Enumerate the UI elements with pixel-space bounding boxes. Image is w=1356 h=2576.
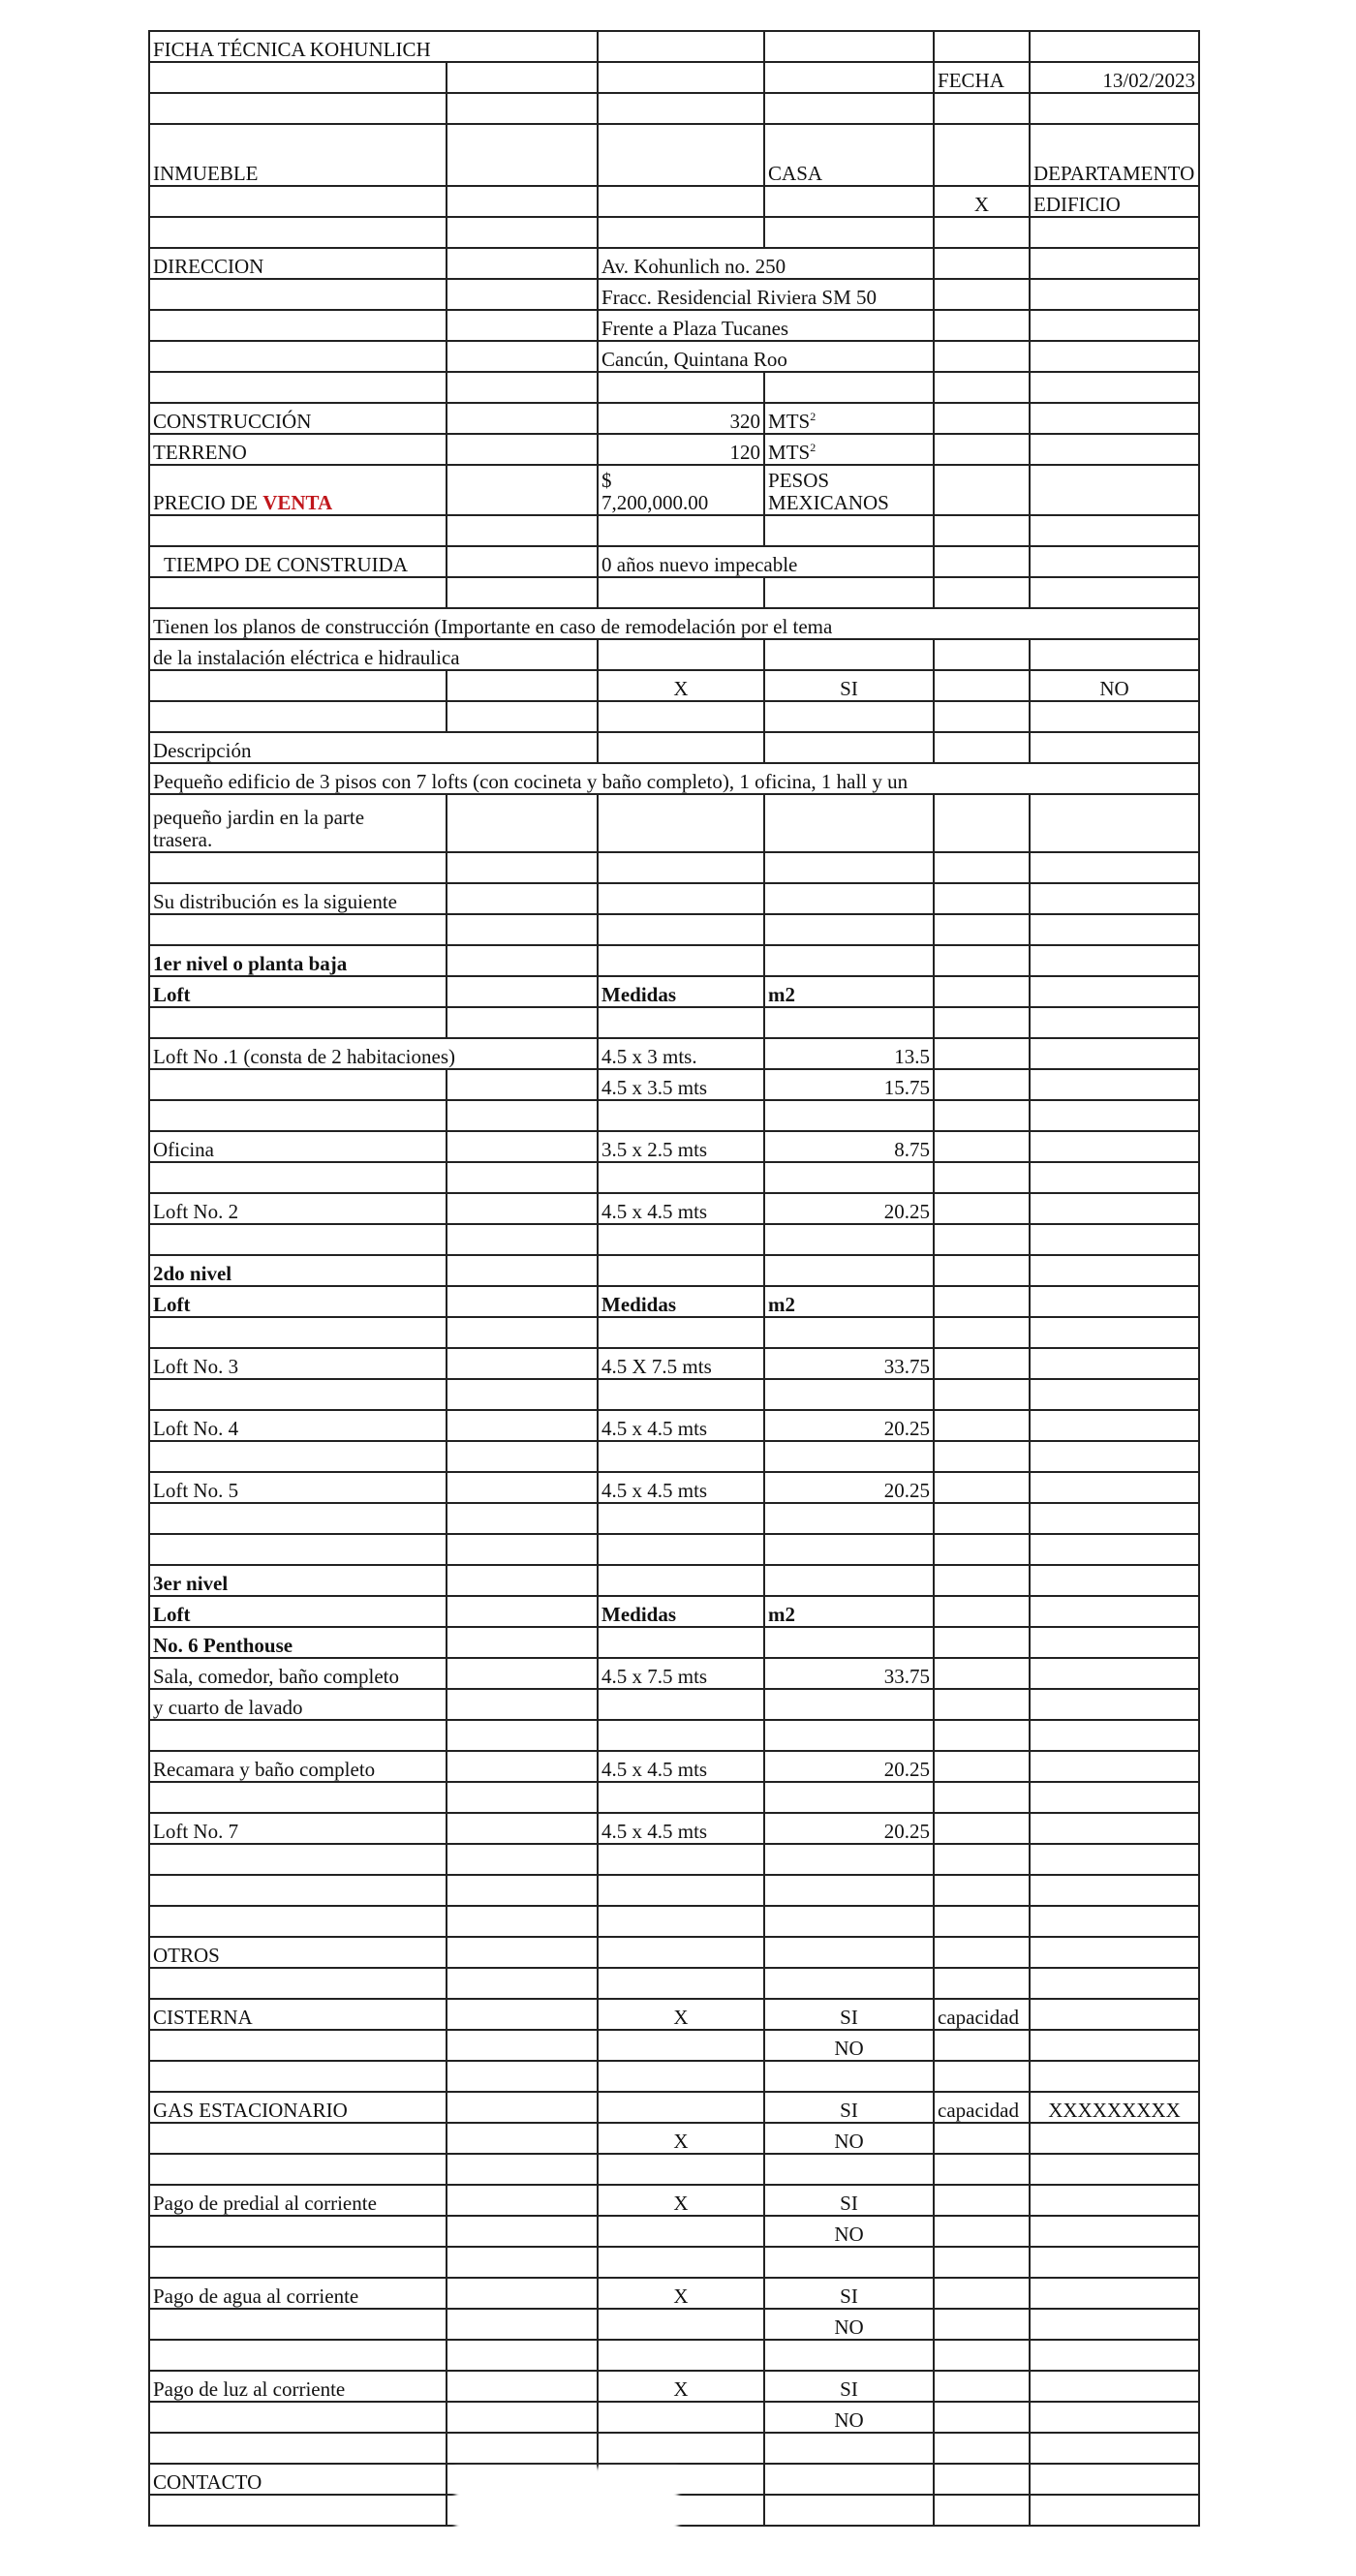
row-luz: [149, 2371, 1199, 2402]
agua-mark: X: [598, 2278, 764, 2309]
cisterna-no: NO: [764, 2030, 934, 2061]
row-nivel1-title: [149, 945, 1199, 976]
header-m2: m2: [764, 1286, 934, 1317]
table-row: Sala, comedor, baño completo 4.5 x 7.5 mts 33.75: [149, 1658, 1199, 1689]
inmueble-label: INMUEBLE: [149, 124, 447, 186]
construccion-label: CONSTRUCCIÓN: [149, 403, 447, 434]
contacto-label: CONTACTO: [149, 2464, 447, 2495]
table-row: 4.5 x 3.5 mts 15.75: [149, 1069, 1199, 1100]
table-row: Recamara y baño completo 4.5 x 4.5 mts 20.25: [149, 1751, 1199, 1782]
table-row: Oficina 3.5 x 2.5 mts 8.75: [149, 1131, 1199, 1162]
fecha-value: 13/02/2023: [1030, 62, 1199, 93]
luz-si: SI: [764, 2371, 934, 2402]
direccion-line: Frente a Plaza Tucanes: [598, 310, 934, 341]
descripcion-label: Descripción: [149, 732, 598, 763]
planos-no: NO: [1030, 670, 1199, 701]
row-descripcion: [149, 732, 1199, 763]
direccion-line: Av. Kohunlich no. 250: [598, 248, 934, 279]
ficha-tecnica-table: [148, 30, 1200, 2527]
gas-capacidad-value: XXXXXXXXX: [1030, 2092, 1199, 2123]
planos-text: Tienen los planos de construcción (Importante en caso de remodelación por el tema: [149, 608, 1199, 639]
precio-label: PRECIO DE VENTA: [149, 465, 447, 515]
planos-mark: X: [598, 670, 764, 701]
header-loft: Loft: [149, 976, 447, 1007]
edificio-mark: X: [934, 186, 1030, 217]
construccion-value: 320: [598, 403, 764, 434]
predial-no: NO: [764, 2216, 934, 2247]
row-predial: [149, 2185, 1199, 2216]
cisterna-capacidad-label: capacidad: [934, 1999, 1030, 2030]
direccion-line: Fracc. Residencial Riviera SM 50: [598, 279, 934, 310]
row-planos: [149, 608, 1199, 639]
direccion-line: Cancún, Quintana Roo: [598, 341, 934, 372]
row-planos-answer: [149, 670, 1199, 701]
table-row: y cuarto de lavado: [149, 1689, 1199, 1720]
precio-value: $ 7,200,000.00: [598, 465, 764, 515]
cisterna-si: SI: [764, 1999, 934, 2030]
table-row: Loft No .1 (consta de 2 habitaciones) 4.5 x 3 mts. 13.5: [149, 1038, 1199, 1069]
header-m2: m2: [764, 1596, 934, 1627]
sheet-title: FICHA TÉCNICA KOHUNLICH: [149, 31, 598, 62]
precio-unit: PESOS MEXICANOS: [764, 465, 934, 515]
redacted-contact-area: [455, 2468, 678, 2576]
row-construccion: [149, 403, 1199, 434]
row-gas: [149, 2092, 1199, 2123]
luz-mark: X: [598, 2371, 764, 2402]
casa-option: CASA: [764, 124, 934, 186]
tiempo-value: 0 años nuevo impecable: [598, 546, 934, 577]
table-row: Loft No. 4 4.5 x 4.5 mts 20.25: [149, 1410, 1199, 1441]
agua-label: Pago de agua al corriente: [149, 2278, 447, 2309]
row-edificio: [149, 186, 1199, 217]
nivel3-title: 3er nivel: [149, 1565, 447, 1596]
header-medidas: Medidas: [598, 1286, 764, 1317]
row-tiempo: [149, 546, 1199, 577]
nivel2-title: 2do nivel: [149, 1255, 447, 1286]
row-direccion: [149, 248, 1199, 279]
gas-mark: X: [598, 2123, 764, 2154]
row-precio: [149, 465, 1199, 515]
departamento-option: DEPARTAMENTO: [1030, 124, 1199, 186]
penthouse-title: No. 6 Penthouse: [149, 1627, 447, 1658]
row-title: [149, 31, 1199, 62]
header-medidas: Medidas: [598, 1596, 764, 1627]
row-cisterna: [149, 1999, 1199, 2030]
header-loft: Loft: [149, 1596, 447, 1627]
header-loft: Loft: [149, 1286, 447, 1317]
tiempo-label: TIEMPO DE CONSTRUIDA: [149, 546, 447, 577]
planos-si: SI: [764, 670, 934, 701]
row-inmueble: [149, 124, 1199, 186]
row-terreno: [149, 434, 1199, 465]
header-medidas: Medidas: [598, 976, 764, 1007]
gas-si: SI: [764, 2092, 934, 2123]
row-otros: [149, 1937, 1199, 1968]
cisterna-mark: X: [598, 1999, 764, 2030]
gas-no: NO: [764, 2123, 934, 2154]
row-headers: [149, 1596, 1199, 1627]
terreno-label: TERRENO: [149, 434, 447, 465]
row-nivel3-title: [149, 1565, 1199, 1596]
edificio-option: EDIFICIO: [1030, 186, 1199, 217]
header-m2: m2: [764, 976, 934, 1007]
row-fecha: [149, 62, 1199, 93]
predial-mark: X: [598, 2185, 764, 2216]
nivel1-title: 1er nivel o planta baja: [149, 945, 447, 976]
descripcion-text: Pequeño edificio de 3 pisos con 7 lofts (con cocineta y baño completo), 1 oficina, 1 hall y un: [149, 763, 1199, 794]
distribucion-text: Su distribución es la siguiente: [149, 883, 447, 914]
luz-no: NO: [764, 2402, 934, 2433]
agua-no: NO: [764, 2309, 934, 2340]
agua-si: SI: [764, 2278, 934, 2309]
predial-si: SI: [764, 2185, 934, 2216]
table-row: Loft No. 5 4.5 x 4.5 mts 20.25: [149, 1472, 1199, 1503]
table-row: Loft No. 3 4.5 X 7.5 mts 33.75: [149, 1348, 1199, 1379]
predial-label: Pago de predial al corriente: [149, 2185, 447, 2216]
cisterna-label: CISTERNA: [149, 1999, 447, 2030]
table-row: Loft No. 2 4.5 x 4.5 mts 20.25: [149, 1193, 1199, 1224]
planos-text: de la instalación eléctrica e hidraulica: [149, 639, 598, 670]
table-row: Loft No. 7 4.5 x 4.5 mts 20.25: [149, 1813, 1199, 1844]
descripcion-text: pequeño jardin en la parte trasera.: [149, 794, 447, 852]
otros-label: OTROS: [149, 1937, 447, 1968]
construccion-unit: MTS$^2$: [764, 403, 934, 434]
terreno-value: 120: [598, 434, 764, 465]
terreno-unit: MTS$^2$: [764, 434, 934, 465]
direccion-label: DIRECCION: [149, 248, 447, 279]
row-nivel2-title: [149, 1255, 1199, 1286]
gas-capacidad-label: capacidad: [934, 2092, 1030, 2123]
row-agua: [149, 2278, 1199, 2309]
row-headers: [149, 1286, 1199, 1317]
gas-label: GAS ESTACIONARIO: [149, 2092, 447, 2123]
row-headers: [149, 976, 1199, 1007]
luz-label: Pago de luz al corriente: [149, 2371, 447, 2402]
fecha-label: FECHA: [934, 62, 1030, 93]
